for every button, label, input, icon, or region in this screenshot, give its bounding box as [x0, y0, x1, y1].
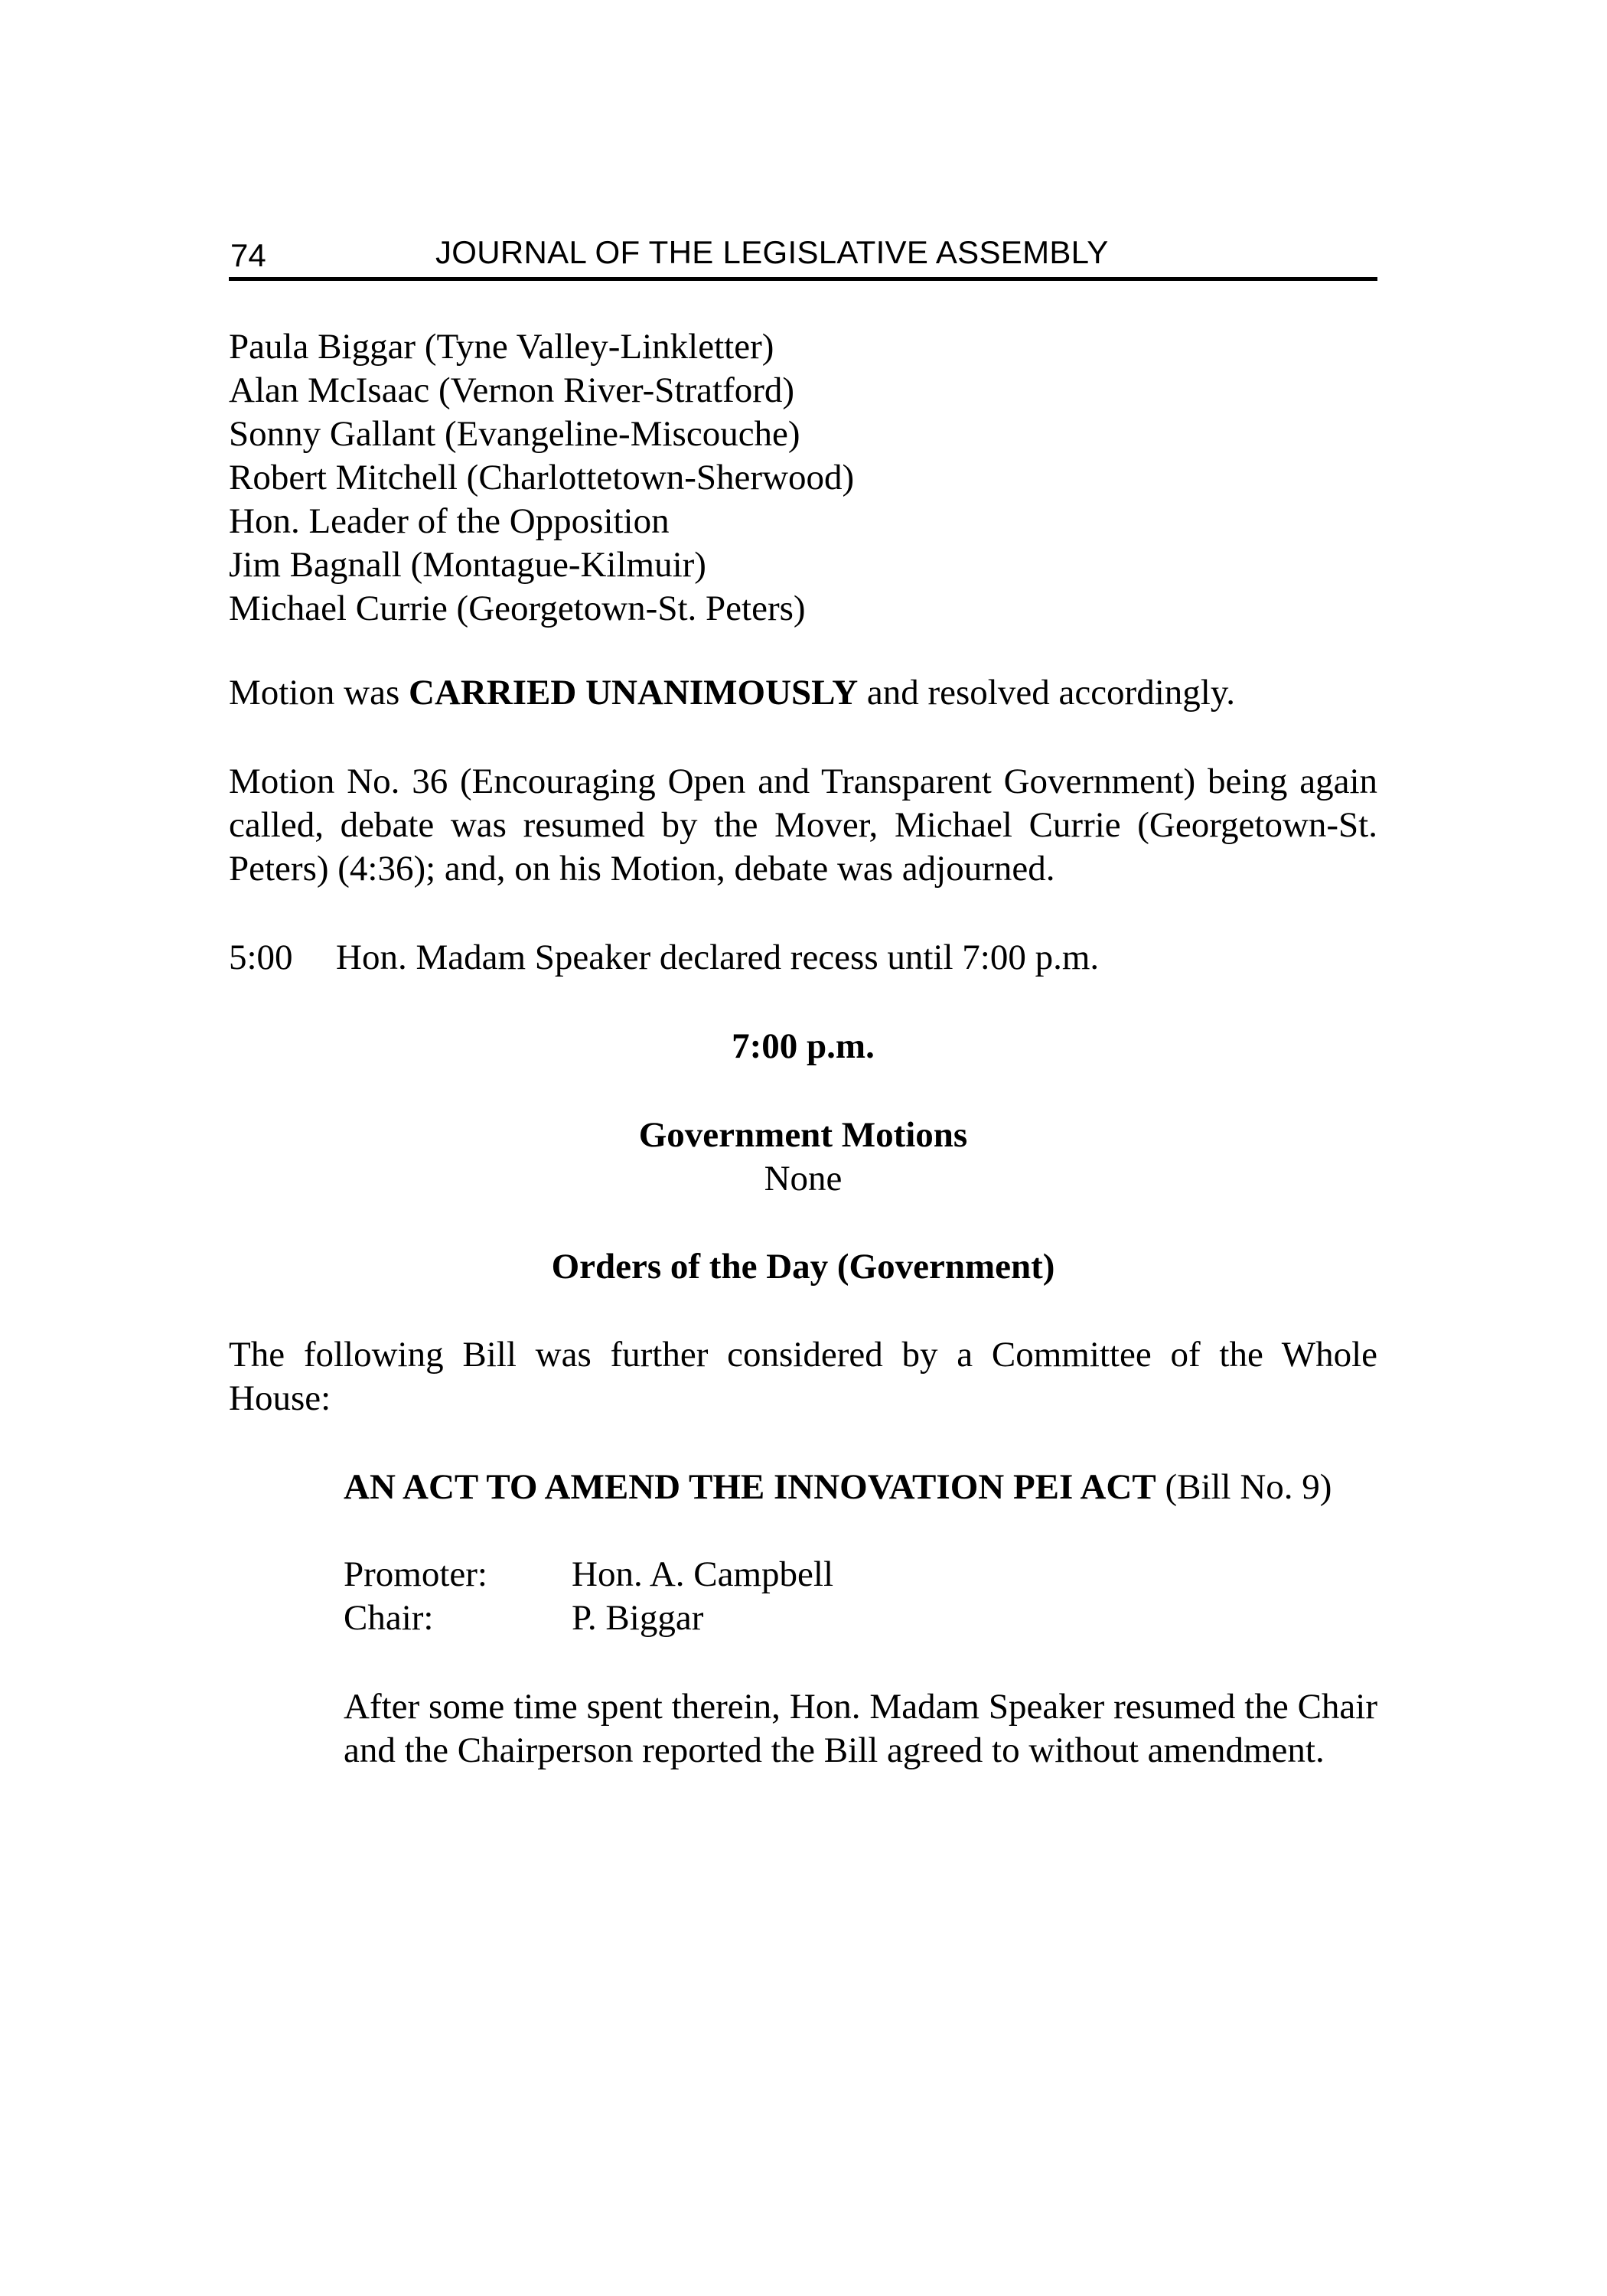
orders-of-the-day-heading: Orders of the Day (Government) — [551, 1247, 1055, 1287]
recess-time: 5:00 — [229, 938, 293, 977]
member-entry: Hon. Leader of the Opposition — [229, 501, 670, 541]
promoter-value: Hon. A. Campbell — [572, 1554, 834, 1594]
motion-result-paragraph — [229, 671, 1377, 715]
member-entry: Sonny Gallant (Evangeline-Miscouche) — [229, 414, 800, 454]
chair-row — [344, 1596, 1377, 1640]
journal-title: JOURNAL OF THE LEGISLATIVE ASSEMBLY — [435, 234, 1109, 270]
member-entry: Paula Biggar (Tyne Valley-Linkletter) — [229, 327, 774, 367]
member-entry: Michael Currie (Georgetown-St. Peters) — [229, 589, 806, 628]
journal-page — [229, 0, 1377, 2296]
motion-result-prefix: Motion was — [229, 673, 409, 713]
evening-sitting-heading: 7:00 p.m. — [732, 1026, 875, 1066]
member-entry: Alan McIsaac (Vernon River-Stratford) — [229, 370, 795, 410]
motion-result-emphasis: CARRIED UNANIMOUSLY — [409, 673, 859, 713]
member-entry: Jim Bagnall (Montague-Kilmuir) — [229, 545, 706, 585]
government-motions-value: None — [764, 1159, 843, 1199]
committee-paragraph: The following Bill was further considered by a Committee of the Whole House: — [229, 1335, 1377, 1418]
page-number: 74 — [230, 237, 266, 273]
recess-entry — [229, 936, 1377, 980]
promoter-row — [344, 1553, 1377, 1596]
motion-36-paragraph: Motion No. 36 (Encouraging Open and Transparent Government) being again called, debate was resumed by the Mover, Michael Currie (Georgetown-St. Peters) (4:36); and, on his Motion, debate was adjourned. — [229, 762, 1377, 889]
member-list — [229, 325, 1377, 631]
promoter-label: Promoter: — [344, 1554, 487, 1594]
member-entry: Robert Mitchell (Charlottetown-Sherwood) — [229, 458, 855, 497]
bill-title: AN ACT TO AMEND THE INNOVATION PEI ACT — [344, 1467, 1156, 1507]
committee-report-paragraph: After some time spent therein, Hon. Madam Speaker resumed the Chair and the Chairperson reported the Bill agreed to without amendment. — [344, 1687, 1377, 1770]
motion-result-suffix: and resolved accordingly. — [858, 673, 1236, 713]
page-header — [229, 231, 1377, 281]
government-motions-heading: Government Motions — [638, 1115, 968, 1155]
bill-roles — [344, 1553, 1377, 1640]
recess-text: Hon. Madam Speaker declared recess until 7:00 p.m. — [336, 938, 1100, 977]
chair-label: Chair: — [344, 1598, 434, 1638]
bill-number: (Bill No. 9) — [1156, 1467, 1332, 1507]
bill-title-paragraph — [344, 1466, 1377, 1509]
chair-value: P. Biggar — [572, 1598, 704, 1638]
